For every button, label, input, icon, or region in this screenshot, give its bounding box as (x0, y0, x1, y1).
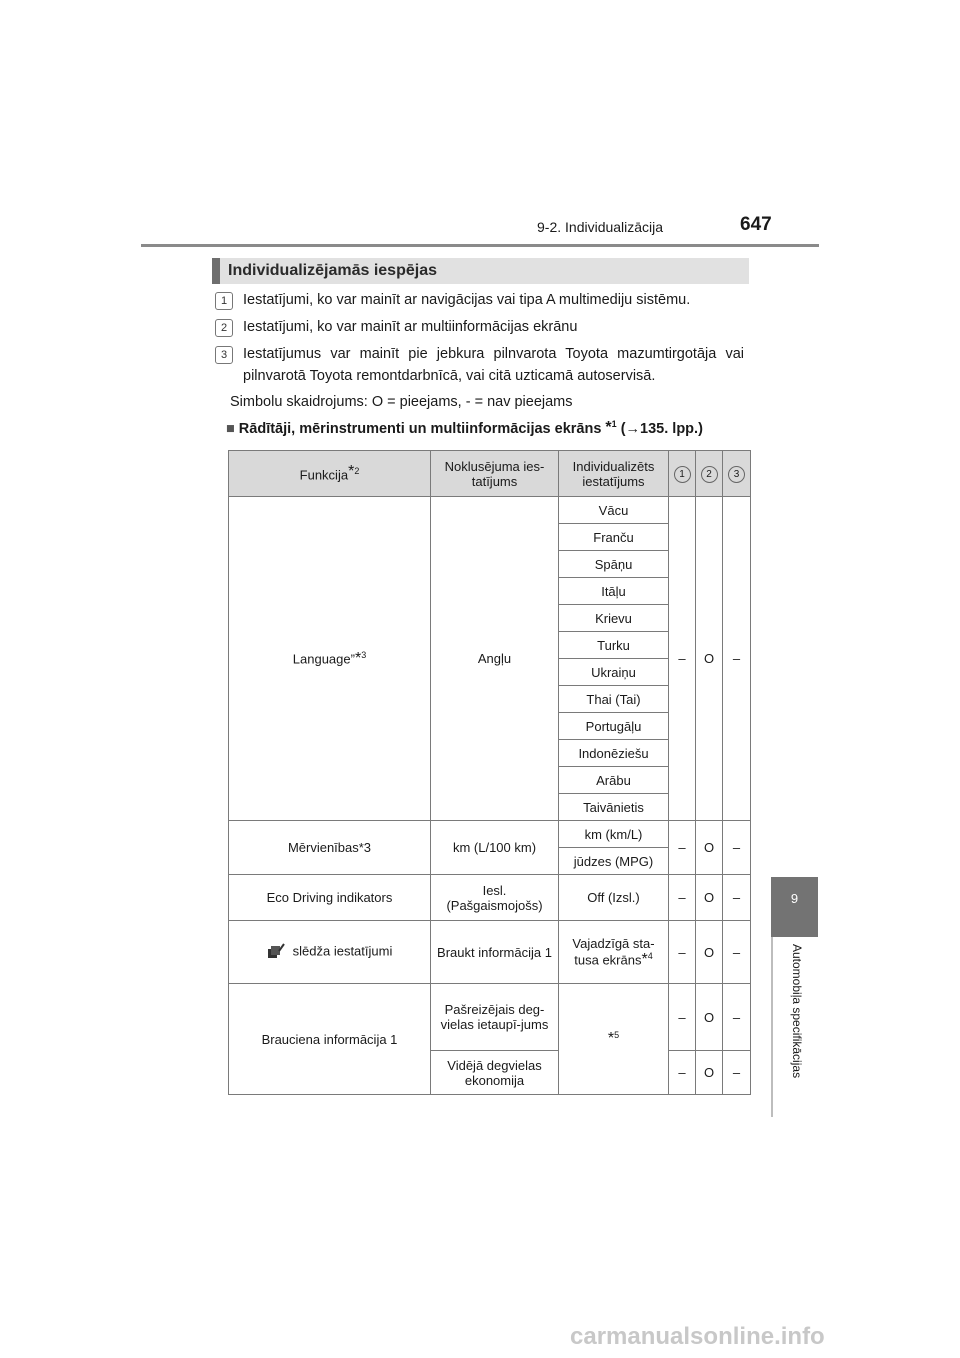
language-option: Itāļu (559, 578, 669, 605)
table-row (229, 497, 751, 524)
item-number-1: 1 (215, 292, 233, 310)
switch-label: slēdža iestatījumi (292, 943, 393, 959)
section-accent (212, 258, 220, 284)
item-text-1: Iestatījumi, ko var mainīt ar navigācijas vai tipa A multimediju sistēmu. (243, 292, 691, 308)
table-row (229, 921, 751, 984)
trip-mark-3: – (723, 984, 751, 1051)
table-row (229, 984, 751, 1051)
trip-mark-2b: O (696, 1051, 723, 1095)
trip-label: Brauciena informācija 1 (229, 984, 431, 1095)
language-option: Turku (559, 632, 669, 659)
header-custom: Individualizēts iestatījums (559, 451, 669, 497)
trip-mark-2: O (696, 984, 723, 1051)
watermark[interactable]: carmanualsonline.info (570, 1323, 825, 1350)
switch-label-cell (229, 921, 431, 984)
sub-heading-sup: 1 (611, 419, 617, 429)
symbol-legend: Simbolu skaidrojums: O = pieejams, - = nav pieejams (230, 394, 573, 410)
language-option: Krievu (559, 605, 669, 632)
header-col-3: 3 (723, 451, 751, 497)
eco-default: Iesl. (Pašgaismojošs) (431, 875, 559, 921)
table-row (229, 821, 751, 848)
language-option: Spāņu (559, 551, 669, 578)
trip-mark-3b: – (723, 1051, 751, 1095)
item-text-2: Iestatījumi, ko var mainīt ar multiinformācijas ekrānu (243, 319, 578, 335)
switch-mark-2: O (696, 921, 723, 984)
language-mark-1: – (669, 497, 696, 821)
trip-mark-1: – (669, 984, 696, 1051)
units-default: km (L/100 km) (431, 821, 559, 875)
header-function: Funkcija*$^2$ (229, 451, 431, 497)
units-mark-2: O (696, 821, 723, 875)
language-option: Franču (559, 524, 669, 551)
language-default: Angļu (431, 497, 559, 821)
eco-mark-3: – (723, 875, 751, 921)
language-option: Thai (Tai) (559, 686, 669, 713)
table-row (229, 875, 751, 921)
trip-mark-1b: – (669, 1051, 696, 1095)
page-number: 647 (740, 214, 772, 235)
language-label: Language”*$^3$ (229, 497, 431, 821)
switch-mark-1: – (669, 921, 696, 984)
language-option: Taivānietis (559, 794, 669, 821)
units-option: km (km/L) (559, 821, 669, 848)
units-mark-3: – (723, 821, 751, 875)
table-header-row (229, 451, 751, 497)
language-mark-2: O (696, 497, 723, 821)
header-rule (141, 244, 819, 247)
section-title-bar (212, 258, 749, 284)
item-text-3: Iestatījumus var mainīt pie jebkura pilnvarota Toyota mazumtirgotāja vai pilnvarotā Toyota remontdarbnīcā, vai citā uzticamā autoservisā. (243, 346, 744, 384)
item-number-2: 2 (215, 319, 233, 337)
header-section-title: 9-2. Individualizācija (537, 219, 664, 235)
switch-mark-3: – (723, 921, 751, 984)
item-number-3: 3 (215, 346, 233, 364)
sub-heading-ref: (→135. lpp.) (620, 420, 703, 437)
switch-custom: Vajadzīgā sta-tusa ekrāns*$^4$ (559, 921, 669, 984)
square-bullet-icon: ■ (226, 420, 235, 437)
steering-switch-icon (267, 943, 285, 961)
side-rule (771, 937, 773, 1117)
language-option: Ukraiņu (559, 659, 669, 686)
units-option: jūdzes (MPG) (559, 848, 669, 875)
switch-default: Braukt informācija 1 (431, 921, 559, 984)
language-option: Indonēziešu (559, 740, 669, 767)
eco-mark-2: O (696, 875, 723, 921)
eco-custom: Off (Izsl.) (559, 875, 669, 921)
header-col-2: 2 (696, 451, 723, 497)
chapter-number: 9 (790, 891, 799, 906)
units-mark-1: – (669, 821, 696, 875)
language-option: Portugāļu (559, 713, 669, 740)
settings-table (228, 450, 751, 1095)
language-mark-3: – (723, 497, 751, 821)
units-label: Mērvienības*3 (229, 821, 431, 875)
arrow-icon: → (625, 420, 641, 437)
chapter-title: Automobiļa specifikācijas (790, 944, 804, 1079)
section-title: Individualizējamās iespējas (228, 262, 437, 279)
sub-heading (226, 419, 703, 437)
trip-custom: *$^5$ (559, 984, 669, 1095)
trip-default-1: Pašreizējais deg-vielas ietaupī-jums (431, 984, 559, 1051)
trip-default-2: Vidējā degvielas ekonomija (431, 1051, 559, 1095)
eco-label: Eco Driving indikators (229, 875, 431, 921)
language-option: Arābu (559, 767, 669, 794)
header-col-1: 1 (669, 451, 696, 497)
chapter-tab (771, 877, 818, 937)
footnote-star: * (605, 419, 612, 436)
language-option: Vācu (559, 497, 669, 524)
header-default: Noklusējuma ies-tatījums (431, 451, 559, 497)
eco-mark-1: – (669, 875, 696, 921)
sub-heading-text: Rādītāji, mērinstrumenti un multiinformācijas ekrāns (238, 420, 602, 437)
